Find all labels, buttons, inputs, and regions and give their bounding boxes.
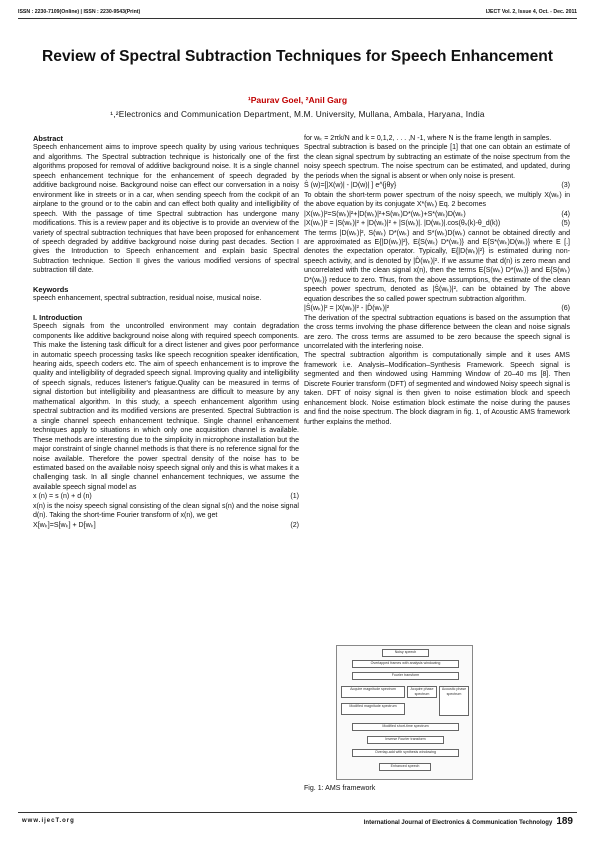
figure-block-inverse-fourier: Inverse Fourier transform [367, 736, 444, 744]
equation-2-expr: X[wₖ]=S[wₖ] + D[wₖ] [33, 521, 96, 529]
equation-4-expr: |X(wₖ)|²=S(wₖ)|²+|D(wₖ)|²+S(wₖ)D*(wₖ)+S*(wₖ)D(wₖ) [304, 210, 466, 218]
right-column [304, 134, 570, 427]
footer-journal-name: International Journal of Electronics & Communication Technology [363, 820, 553, 826]
abstract-heading: Abstract [33, 134, 63, 143]
equation-6-number: (6) [561, 305, 570, 313]
equation-5 [304, 219, 570, 228]
equation-5-expr: |X(wₖ)|² = |S(wₖ)|² + |D(wₖ)|² + |S(wₖ)|. |D(wₖ)|.cos(θₛ(k)-θ_d(k)) [304, 220, 501, 228]
paper-affiliation: ¹,²Electronics and Communication Department, M.M. University, Mullana, Ambala, Haryana, India [110, 109, 485, 119]
figure-block-phase-spectrum: Acquire phase spectrum [407, 686, 437, 698]
figure-block-magnitude-spectrum: Acquire magnitude spectrum [341, 686, 405, 698]
equation-1 [33, 492, 299, 501]
equation-1-number: (1) [290, 493, 299, 501]
ams-framework-figure [336, 645, 473, 780]
header-rule [18, 18, 577, 19]
figure-block-noisy-speech: Noisy speech [382, 649, 429, 657]
right-paragraph-2: Spectral subtraction is based on the principle [1] that one can obtain an estimate of the clean signal spectrum by subtracting an estimate of the noise spectrum from the noisy speech spectrum. The noise spectrum can be estimated, and updated, during the periods when the signal is absent or when only noise is present. [304, 144, 570, 180]
equation-5-number: (5) [561, 220, 570, 228]
footer-rule [18, 812, 577, 813]
figure-caption: Fig. 1: AMS framework [304, 785, 376, 792]
equation-4-number: (4) [561, 210, 570, 218]
journal-volume-text: IJECT Vol. 2, Issue 4, Oct. - Dec. 2011 [485, 9, 577, 15]
equation-6-expr: |Ŝ(wₖ)|² = |X(wₖ)|² - |D̂(wₖ)|² [304, 305, 390, 313]
figure-block-overlapped-frames: Overlapped frames with analysis windowing [352, 660, 459, 668]
right-paragraph-5: The derivation of the spectral subtraction equations is based on the assumption that the cross terms involving the phase difference between the clean and noise signals are zero. The cross terms are assumed to be zero because the speech signal is uncorrelated with the interfering noise. [304, 314, 570, 350]
paper-title: Review of Spectral Subtraction Techniques for Speech Enhancement [42, 48, 553, 65]
right-paragraph-4: The terms |D(wₖ)|², S(wₖ) D*(wₖ) and S*(wₖ)D(wₖ) cannot be obtained directly and are approximated as E{|D(wₖ)|²}, E{S(wₖ) D*(wₖ)} and E{S*(wₖ)D(wₖ)} where E [.] denotes the expectation operator. Typically, E{|D(wₖ)|²} is estimated during non-speech activity, and is denoted by |D̂(wₖ)|². If we assume that d(n) is zero mean and uncorrelated with the clean signal x(n), then the terms E{S(wₖ) D*(wₖ)} and E{S(wₖ) D*(wₖ)} reduce to zero. Thus, from the above assumptions, the estimate of the clean speech power spectrum, denoted as |Ŝ(wₖ)|², can be obtained by The above equation describes the so called power spectrum subtraction algorithm. [304, 229, 570, 303]
abstract-text: Speech enhancement aims to improve speech quality by using various techniques and algorithms. The Spectral subtraction technique is historically one of the first algorithms proposed for removal of additive background noise. It is a single channel speech enhancement technique for the enhancement of speech degraded by additive background noise. Background noise can effect our conversation in a noisy environment like in streets or in a car, when sending speech from the cockpit of an airplane to the ground or to the cabin and can effect both quality and intelligibility of speech. With the passage of time Spectral subtraction has undergone many modifications. This is a review paper and its objective is to provide an overview of the variety of spectral subtraction techniques that have been proposed for enhancement of speech degraded by additive background noise during past decades. Section I gives the Introduction to Speech enhancement and explain basic Spectral Subtraction technique. Section II gives the various modified versions of spectral subtraction till date. [33, 144, 299, 275]
equation-4 [304, 210, 570, 219]
issn-text: ISSN : 2230-7109(Online) | ISSN : 2230-9543(Print) [18, 9, 141, 15]
right-paragraph-3: To obtain the short-term power spectrum of the noisy speech, we multiply X(wₖ) in the above equation by its conjugate X*(wₖ) Eq. 2 becomes [304, 191, 570, 209]
footer-website: www.ijecT.org [22, 818, 75, 824]
page-number: 189 [556, 816, 573, 827]
equation-3-number: (3) [561, 182, 570, 190]
figure-block-fourier-transform: Fourier transform [352, 672, 459, 680]
equation-2-number: (2) [290, 521, 299, 529]
intro-paragraph-2: x(n) is the noisy speech signal consisting of the clean signal s(n) and the noise signal d(n). Taking the short-time Fourier transform of x(n), we get [33, 502, 299, 520]
equation-1-expr: x (n) = s (n) + d (n) [33, 493, 92, 501]
footer-journal [364, 816, 573, 827]
right-paragraph-6: The spectral subtraction algorithm is computationally simple and it uses AMS framework i.e. Analysis–Modification–Synthesis Framework. Speech signal is segmented and then windowed using Hamming Window of 20–40 ms [8]. Then Discrete Fourier transform (DFT) of segmented and windowed Noisy speech signal is taken. DFT of noisy signal is then given to noise estimation block and speech enhancement block. Noise estimation block estimate the noise during the pauses and find the noise spectrum. The block diagram in fig. 1, of Acoustic AMS framework further explains the method. [304, 352, 570, 426]
figure-block-modified-short-time-spectrum: Modified short-time spectrum [352, 723, 459, 731]
intro-heading: I. Introduction [33, 312, 83, 322]
figure-block-overlap-add: Overlap-add with synthesis windowing [352, 749, 459, 757]
figure-block-modified-magnitude: Modified magnitude spectrum [341, 703, 405, 715]
equation-6 [304, 304, 570, 313]
left-column [33, 134, 299, 530]
paper-authors: ¹Paurav Goel, ²Anil Garg [247, 95, 348, 105]
equation-3-expr: Ŝ (w)=[|X(w)| - |D(w)| ] e^{jθy} [304, 182, 397, 190]
page-header [18, 6, 577, 18]
equation-2 [33, 521, 299, 530]
right-paragraph-1: for wₖ = 2πk/N and k = 0,1,2, . . . ,N -1, where N is the frame length in samples. [304, 135, 552, 142]
keywords-text: speech enhancement, spectral subtraction, residual noise, musical noise. [33, 295, 262, 303]
intro-paragraph-1: Speech signals from the uncontrolled environment may contain degradation components like additive background noise along with required speech components. This make the listening task difficult for a direct listener and gives poor performance in automatic speech processing tasks like speech recognition speaker identification, hearing aids, speech coders etc. The aim of speech enhancement is to improve the quality and intelligibility of degraded speech signal. Improving quality and intelligibility of speech signals, reduces listener's fatigue.Quality can be measured in terms of signal distortion but intelligibility and pleasantness are difficult to measure by any mathematical algorithm. In this study, a speech enhancement algorithm using spectral subtraction and its modified versions are presented. Spectral Subtraction is a single channel speech enhancement technique. Single channel enhancement techniques apply to situations in which only one acquisition channel is available. These methods are interesting due to the simplicity in microphone installation but the major constraint of single channel methods is that there is no reference signal for the noise available. Therefore the power spectral density of the noise has to be estimated based on the available noisy speech signal only and this is what makes it a challenging task. In all single channel enhancement techniques, we assume the available speech signal model as [33, 323, 299, 491]
keywords-heading: Keywords [33, 284, 69, 294]
figure-block-acoustic-phase: Acoustic phase spectrum [439, 686, 469, 716]
equation-3 [304, 181, 570, 190]
figure-block-enhanced-speech: Enhanced speech [379, 763, 431, 771]
